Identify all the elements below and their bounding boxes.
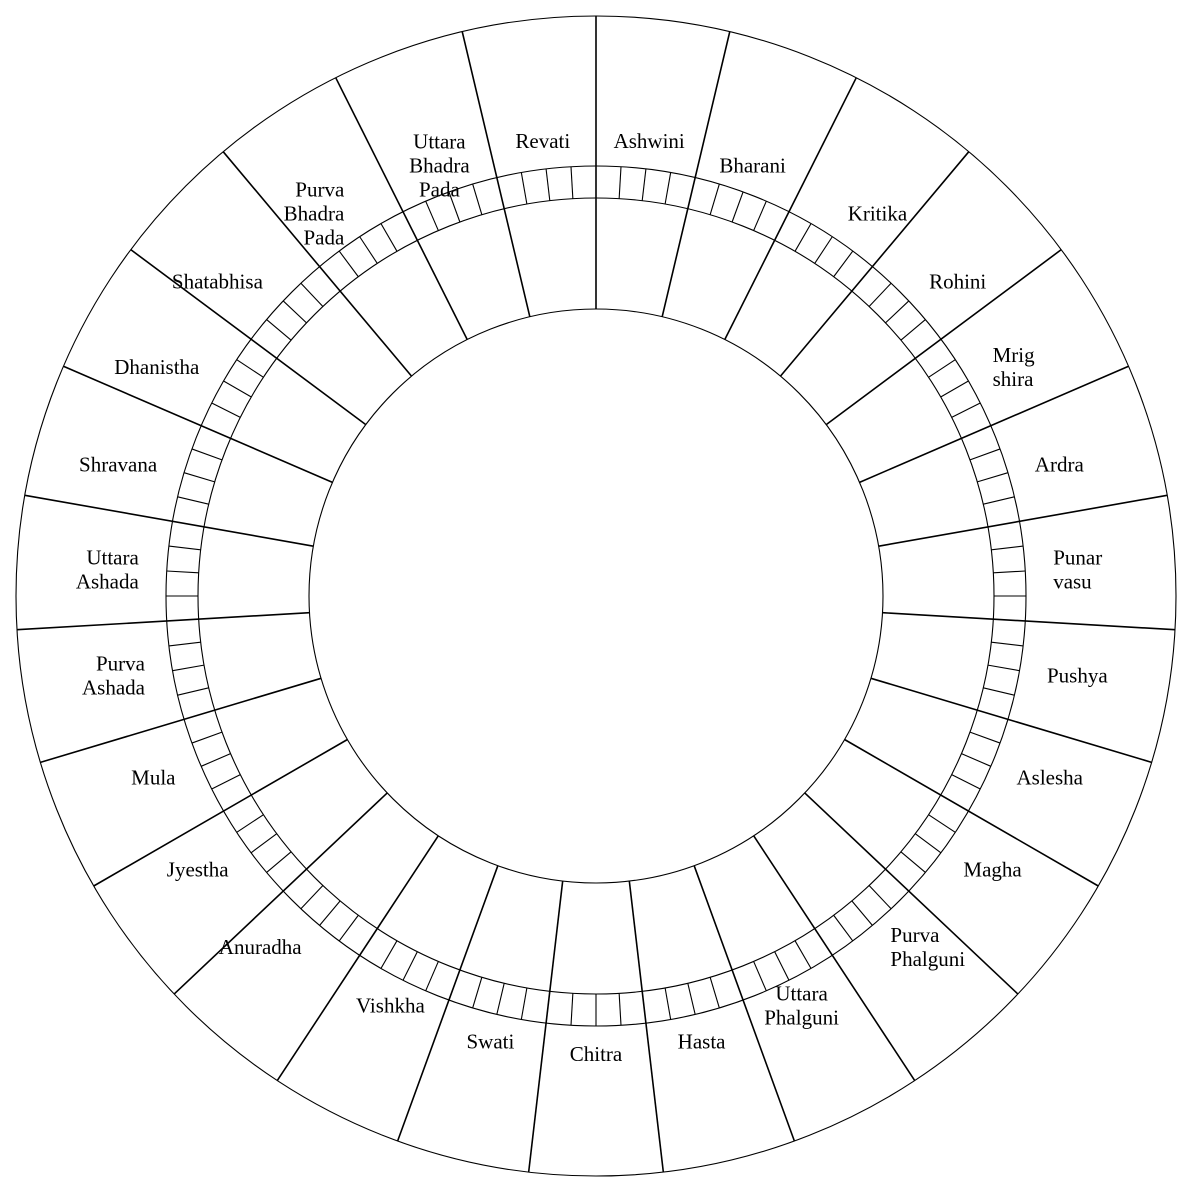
pada-tick bbox=[929, 815, 956, 833]
label-line: Vishkha bbox=[356, 993, 425, 1018]
sector-divider bbox=[780, 152, 968, 376]
label-line: Uttara bbox=[86, 545, 139, 570]
pada-tick bbox=[184, 473, 215, 482]
nakshatra-label-shatabhisa bbox=[172, 270, 264, 294]
pada-tick bbox=[642, 169, 646, 201]
pada-tick bbox=[754, 961, 767, 990]
sector-divider bbox=[462, 32, 530, 317]
pada-tick bbox=[834, 251, 853, 277]
pada-tick bbox=[403, 952, 417, 981]
pada-tick bbox=[178, 688, 209, 695]
label-line: Ashwini bbox=[613, 129, 685, 154]
pada-tick bbox=[665, 173, 671, 205]
sector-divider bbox=[336, 78, 467, 340]
label-line: Revati bbox=[515, 129, 571, 154]
pada-tick bbox=[546, 169, 550, 201]
nakshatra-label-hasta bbox=[678, 1030, 726, 1054]
nakshatra-label-ashwini bbox=[614, 129, 685, 153]
label-line: vasu bbox=[1053, 569, 1092, 594]
pada-tick bbox=[267, 852, 292, 873]
pada-tick bbox=[192, 449, 222, 460]
pada-tick bbox=[952, 403, 981, 417]
pada-tick bbox=[339, 251, 358, 277]
pada-tick bbox=[381, 224, 397, 252]
label-line: Purva bbox=[295, 177, 345, 202]
sector-divider bbox=[871, 678, 1152, 762]
pada-tick bbox=[795, 224, 811, 252]
pada-tick bbox=[754, 201, 767, 230]
pada-tick bbox=[885, 301, 908, 323]
pada-tick bbox=[710, 184, 719, 215]
label-line: Kritika bbox=[847, 201, 908, 226]
label-line: Aslesha bbox=[1016, 765, 1083, 790]
pada-tick bbox=[201, 754, 230, 767]
pada-tick bbox=[426, 201, 439, 230]
nakshatra-label-magha bbox=[963, 858, 1022, 882]
label-line: Uttara bbox=[413, 129, 466, 154]
label-line: Punar bbox=[1053, 545, 1103, 570]
nakshatra-label-mula bbox=[131, 765, 176, 789]
label-line: Pada bbox=[303, 225, 345, 250]
sector-divider bbox=[883, 613, 1176, 630]
nakshatra-label-shravana bbox=[79, 453, 158, 477]
nakshatra-label-uttara-phalguni bbox=[764, 981, 839, 1029]
pada-tick bbox=[795, 941, 811, 969]
pada-tick bbox=[301, 885, 323, 908]
pada-tick bbox=[901, 320, 926, 341]
pada-tick bbox=[224, 381, 252, 397]
nakshatra-label-punarvasu bbox=[1053, 545, 1102, 593]
label-line: Ashada bbox=[82, 675, 145, 700]
pada-tick bbox=[173, 665, 205, 671]
label-line: Bhadra bbox=[409, 153, 470, 178]
sector-divider bbox=[879, 495, 1168, 546]
nakshatra-label-rohini bbox=[929, 270, 986, 294]
label-line: Mrig bbox=[992, 343, 1035, 367]
label-line: Rohini bbox=[929, 269, 987, 294]
pada-tick bbox=[815, 237, 833, 264]
pada-tick bbox=[473, 977, 482, 1008]
nakshatra-label-aslesha bbox=[1017, 765, 1084, 789]
label-line: Hasta bbox=[677, 1029, 726, 1054]
nakshatra-label-jyestha bbox=[167, 858, 230, 882]
pada-tick bbox=[283, 301, 306, 323]
nakshatra-label-mrigshira bbox=[993, 343, 1036, 391]
pada-tick bbox=[988, 665, 1020, 671]
pada-tick bbox=[852, 901, 873, 926]
pada-tick bbox=[991, 642, 1023, 646]
pada-tick bbox=[665, 988, 671, 1020]
nakshatra-label-swati bbox=[466, 1030, 514, 1054]
pada-tick bbox=[869, 885, 891, 908]
pada-tick bbox=[521, 173, 527, 205]
nakshatra-label-kritika bbox=[848, 201, 908, 225]
label-line: Anuradha bbox=[218, 934, 302, 959]
pada-tick bbox=[237, 360, 264, 378]
pada-tick bbox=[426, 961, 439, 990]
label-line: Bharani bbox=[719, 153, 786, 178]
sector-divider bbox=[629, 881, 663, 1172]
label-line: Shravana bbox=[79, 452, 158, 477]
pada-tick bbox=[473, 184, 482, 215]
sector-divider bbox=[725, 78, 856, 340]
label-line: Pada bbox=[418, 177, 460, 202]
pada-tick bbox=[497, 983, 504, 1014]
label-line: Purva bbox=[96, 651, 145, 676]
pada-tick bbox=[977, 473, 1008, 482]
pada-tick bbox=[688, 983, 695, 1014]
pada-tick bbox=[192, 732, 222, 743]
pada-tick bbox=[169, 642, 201, 646]
label-line: Bhadra bbox=[283, 201, 345, 226]
band-inner-ring bbox=[198, 198, 994, 994]
nakshatra-label-chitra bbox=[570, 1042, 623, 1066]
nakshatra-labels bbox=[76, 129, 1109, 1066]
sector-divider bbox=[174, 793, 387, 994]
pada-tick bbox=[952, 775, 981, 789]
sector-divider bbox=[529, 881, 563, 1172]
nakshatra-label-purva-bhadra-pada bbox=[284, 177, 345, 249]
label-line: Pushya bbox=[1047, 663, 1108, 688]
label-line: Phalguni bbox=[764, 1005, 839, 1030]
pada-tick bbox=[237, 815, 264, 833]
label-line: Ashada bbox=[75, 569, 139, 594]
pada-tick bbox=[619, 993, 621, 1025]
pada-tick bbox=[320, 901, 341, 926]
pada-tick bbox=[991, 546, 1023, 550]
label-line: Chitra bbox=[569, 1042, 623, 1066]
pada-tick bbox=[834, 915, 853, 941]
pada-tick bbox=[970, 732, 1000, 743]
pada-tick bbox=[571, 993, 573, 1025]
nakshatra-label-purva-phalguni bbox=[890, 923, 965, 971]
nakshatra-label-vishkha bbox=[356, 993, 425, 1017]
pada-tick bbox=[983, 497, 1014, 504]
label-line: Mula bbox=[131, 765, 176, 790]
label-line: Shatabhisa bbox=[171, 269, 263, 294]
pada-tick bbox=[178, 497, 209, 504]
label-line: Magha bbox=[963, 857, 1022, 882]
pada-tick bbox=[360, 237, 378, 264]
pada-tick bbox=[619, 167, 621, 199]
pada-tick bbox=[521, 988, 527, 1020]
sector-divider bbox=[25, 495, 314, 546]
label-line: shira bbox=[992, 367, 1034, 391]
pada-tick bbox=[381, 941, 397, 969]
pada-tick bbox=[901, 852, 926, 873]
label-line: Jyestha bbox=[166, 857, 229, 882]
label-line: Dhanistha bbox=[114, 355, 200, 379]
pada-tick bbox=[869, 283, 891, 306]
label-line: Purva bbox=[890, 922, 940, 947]
nakshatra-label-bharani bbox=[719, 154, 786, 178]
nakshatra-label-revati bbox=[515, 129, 570, 153]
label-line: Swati bbox=[466, 1029, 515, 1054]
nakshatra-label-anuradha bbox=[219, 935, 302, 959]
nakshatra-label-uttara-bhadra-pada bbox=[409, 130, 470, 202]
pada-tick bbox=[267, 320, 292, 341]
pada-tick bbox=[941, 381, 969, 397]
nakshatra-label-pushya bbox=[1047, 664, 1108, 688]
inner-ring bbox=[309, 309, 883, 883]
pada-tick bbox=[339, 915, 358, 941]
pada-tick bbox=[212, 775, 241, 789]
pada-tick bbox=[301, 283, 323, 306]
nakshatra-label-ardra bbox=[1035, 453, 1085, 477]
pada-tick bbox=[251, 834, 277, 853]
label-line: Uttara bbox=[775, 981, 828, 1006]
pada-tick bbox=[915, 834, 941, 853]
nakshatra-label-purva-ashada bbox=[82, 652, 146, 700]
label-line: Ardra bbox=[1034, 452, 1084, 477]
pada-tick bbox=[212, 403, 241, 417]
nakshatra-label-dhanistha bbox=[114, 355, 200, 379]
pada-tick bbox=[993, 571, 1025, 573]
pada-tick bbox=[571, 167, 573, 199]
pada-tick bbox=[929, 360, 956, 378]
pada-tick bbox=[983, 688, 1014, 695]
nakshatra-label-uttara-ashada bbox=[76, 545, 140, 593]
pada-tick bbox=[970, 449, 1000, 460]
pada-tick bbox=[961, 754, 990, 767]
sector-divider bbox=[17, 613, 310, 630]
pada-tick bbox=[732, 192, 743, 222]
pada-tick bbox=[775, 952, 789, 981]
label-line: Phalguni bbox=[890, 946, 966, 971]
pada-tick bbox=[167, 571, 199, 573]
pada-tick bbox=[710, 977, 719, 1008]
pada-tick bbox=[169, 546, 201, 550]
